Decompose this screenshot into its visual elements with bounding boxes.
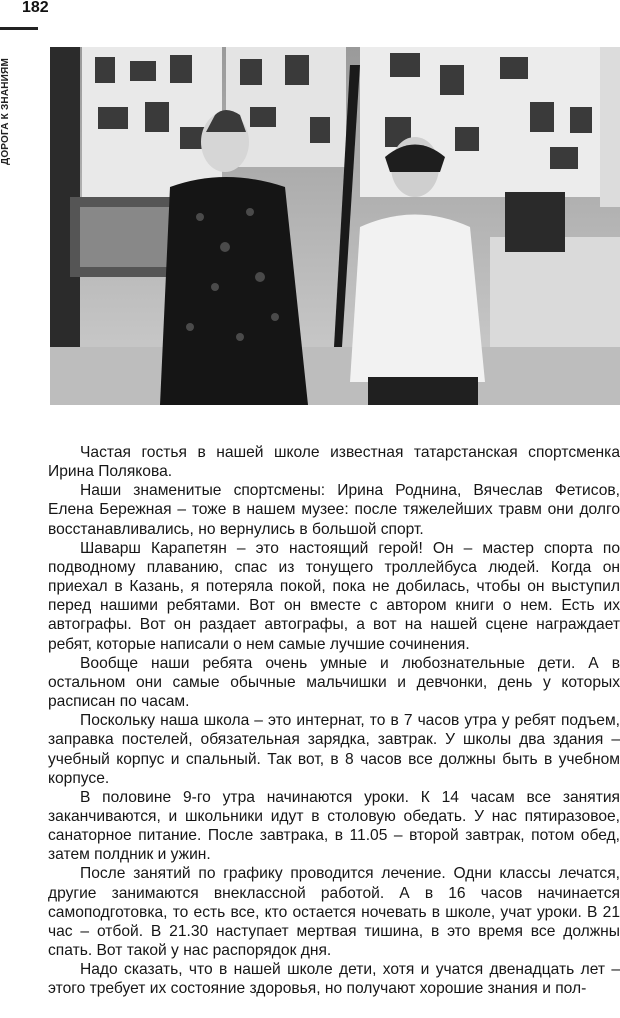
header-rule bbox=[0, 27, 38, 30]
paragraph: Надо сказать, что в нашей школе дети, хотя и учатся двенадцать лет – этого требует их состояние здоровья, но получают хорошие знания и пол- bbox=[48, 961, 620, 998]
running-head: ДОРОГА К ЗНАНИЯМ bbox=[0, 58, 11, 165]
photo bbox=[50, 47, 620, 405]
page-number: 182 bbox=[22, 0, 49, 16]
paragraph: Наши знаменитые спортсмены: Ирина Роднина, Вячеслав Фетисов, Елена Бережная – тоже в нашем музее: после тяжелейших травм они долго восстанавливались, но вернулись в большой спорт. bbox=[48, 482, 620, 538]
paragraph: После занятий по графику проводится лечение. Одни классы лечатся, другие занимаются внеклассной работой. А в 16 часов начинается самоподготовка, то есть все, кто остается ночевать в школе, учат уроки. В 21 час – отбой. В 21.30 наступает мертвая тишина, в это время все должны спать. Вот такой у нас распорядок дня. bbox=[48, 865, 620, 960]
paragraph: Частая гостья в нашей школе известная татарстанская спортсменка Ирина Полякова. bbox=[48, 444, 620, 481]
paragraph: Шаварш Карапетян – это настоящий герой! Он – мастер спорта по подводному плаванию, спас из тонущего троллейбуса людей. Когда он приехал в Казань, я потеряла покой, пока не добилась, чтобы он выступил перед нашими ребятами. Вот он вместе с автором книги о нем. Есть их автографы. Вот он раздает автографы, а вот на нашей сцене награждает ребят, которые написали о нем самые лучшие сочинения. bbox=[48, 539, 620, 653]
body-text bbox=[48, 443, 620, 999]
paragraph: В половине 9-го утра начинаются уроки. К 14 часам все занятия заканчиваются, и школьники идут в столовую обедать. У нас пятиразовое, санаторное питание. После завтрака, в 11.05 – второй завтрак, потом обед, затем полдник и ужин. bbox=[48, 788, 620, 864]
photo-two-women-in-school-museum-icon bbox=[50, 47, 620, 405]
paragraph: Поскольку наша школа – это интернат, то в 7 часов утра у ребят подъем, заправка постелей, обязательная зарядка, завтрак. У школы два здания – учебный корпус и спальный. Так вот, в 8 часов все должны быть в учебном корпусе. bbox=[48, 712, 620, 787]
paragraph: Вообще наши ребята очень умные и любознательные дети. А в остальном они самые обычные мальчишки и девчонки, день у которых расписан по часам. bbox=[48, 654, 620, 711]
